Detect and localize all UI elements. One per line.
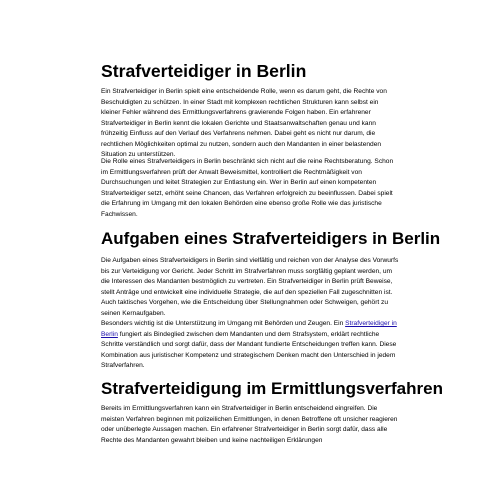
page-title: Strafverteidiger in Berlin xyxy=(101,61,307,81)
tasks-paragraph-2 xyxy=(101,319,399,372)
tasks-paragraph-2-text-before: Besonders wichtig ist die Unterstützung im Umgang mit Behörden und Zeugen. Ein xyxy=(101,320,346,327)
strafverteidiger-berlin-link[interactable]: Strafverteidiger in Berlin xyxy=(101,320,397,338)
intro-paragraph-1: Ein Strafverteidiger in Berlin spielt eine entscheidende Rolle, wenn es darum geht, die Rechte von Beschuldigten zu schützen. In einer Stadt mit komplexen rechtlichen Strukturen kann selbst ein kleiner Fehler während des Ermittlungsverfahrens gravierende Folgen haben. Ein erfahrener Strafverteidiger in Berlin kennt die lokalen Gerichte und Staatsanwaltschaften genau und kann frühzeitig Einfluss auf den Verlauf des Verfahrens nehmen. Dabei geht es nicht nur darum, die rechtlichen Möglichkeiten optimal zu nutzen, sondern auch den Mandanten in einer belastenden Situation zu unterstützen. xyxy=(101,88,387,158)
intro-paragraph-2: Die Rolle eines Strafverteidigers in Berlin beschränkt sich nicht auf die reine Rechtsberatung. Schon im Ermittlungsverfahren prüft der Anwalt Beweismittel, kontrolliert die Rechtmäßigkeit von Durchsuchungen und leitet Strategien zur Entlastung ein. Wer in Berlin auf einen kompetenten Strafverteidiger setzt, erhöht seine Chancen, das Verfahren erfolgreich zu beeinflussen. Dabei spielt die Erfahrung im Umgang mit den lokalen Behörden eine ebenso große Rolle wie das juristische Fachwissen. xyxy=(101,158,394,218)
tasks-paragraph-2-text-after: fungiert als Bindeglied zwischen dem Mandanten und dem Strafsystem, erklärt rechtliche Schritte verständlich und sorgt dafür, dass der Mandant fundierte Entscheidungen treffen kann. Diese Kombination aus juristischer Kompetenz und strategischem Denken macht den Unterschied in jedem Strafverfahren. xyxy=(101,330,397,369)
section-heading-investigation: Strafverteidigung im Ermittlungsverfahren xyxy=(101,379,443,398)
section-heading-tasks: Aufgaben eines Strafverteidigers in Berlin xyxy=(101,229,441,248)
investigation-paragraph-1: Bereits im Ermittlungsverfahren kann ein Strafverteidiger in Berlin entscheidend eingreifen. Die meisten Verfahren beginnen mit polizeilichen Ermittlungen, in denen Betroffene oft unsicher reagieren oder unüberlegte Aussagen machen. Ein erfahrener Strafverteidiger in Berlin sorgt dafür, dass alle Rechte des Mandanten gewahrt bleiben und keine nachteiligen Erklärungen xyxy=(101,405,398,444)
tasks-paragraph-1: Die Aufgaben eines Strafverteidigers in Berlin sind vielfältig und reichen von der Analyse des Vorwurfs bis zur Verteidigung vor Gericht. Jeder Schritt im Strafverfahren muss sorgfältig geplant werden, um die Interessen des Mandanten bestmöglich zu vertreten. Ein Strafverteidiger in Berlin prüft Beweise, stellt Anträge und entwickelt eine individuelle Strategie, die auf den speziellen Fall zugeschnitten ist. Auch taktisches Vorgehen, wie die Entscheidung über Stellungnahmen oder Schweigen, gehört zu seinen Kernaufgaben. xyxy=(101,257,399,317)
